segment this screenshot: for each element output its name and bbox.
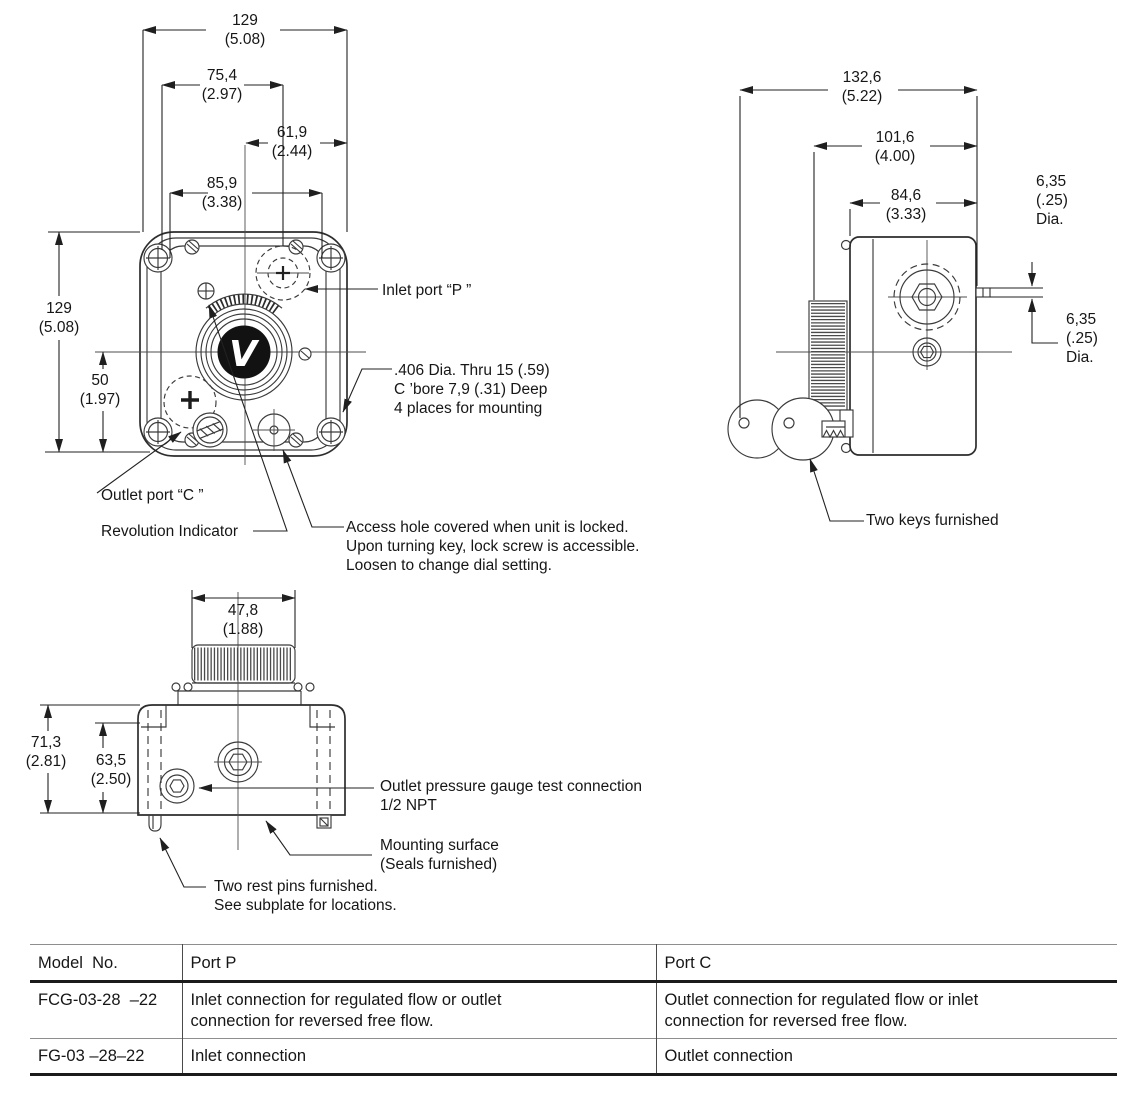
header-port-c: Port C — [664, 954, 712, 972]
port-p-cell: Inlet connection — [182, 1039, 656, 1075]
dim-pin-dia-lower: 6,35 (.25) Dia. — [1066, 311, 1098, 366]
dim-mounting-span: 85,9 (3.38) — [201, 175, 243, 211]
label-rest-pins: Two rest pins furnished. See subplate for locations. — [214, 878, 397, 914]
dim-overall-width: 129 (5.08) — [224, 12, 266, 48]
inlet-port-p — [256, 246, 310, 300]
table-row — [30, 1039, 1117, 1075]
bottom-leader-lines — [160, 788, 374, 887]
table-row — [30, 982, 1117, 1039]
side-body-outline — [850, 237, 976, 455]
port-p-cell: Inlet connection for regulated flow or outlet connection for reversed free flow. — [182, 982, 656, 1039]
front-view-drawing — [45, 30, 392, 531]
dim-pin-dia-upper: 6,35 (.25) Dia. — [1036, 173, 1068, 228]
dial-knurl-side — [809, 301, 847, 410]
header-port-p: Port P — [182, 945, 656, 982]
dim-center-to-bottom: 50 (1.97) — [79, 372, 121, 408]
dim-surface-height: 63,5 (2.50) — [90, 752, 132, 788]
access-hole — [253, 409, 295, 451]
dim-port-p-offset: 75,4 (2.97) — [201, 67, 243, 103]
label-mounting-surface: Mounting surface (Seals furnished) — [380, 837, 499, 873]
dim-side-body-width: 101,6 (4.00) — [874, 129, 916, 165]
label-inlet-port-p: Inlet port “P ” — [382, 282, 472, 299]
dim-overall-height: 129 (5.08) — [38, 300, 80, 336]
revolution-indicator-screw — [198, 283, 214, 299]
dim-bottom-overall-height: 71,3 (2.81) — [25, 734, 67, 770]
label-mounting-hole-note: .406 Dia. Thru 15 (.59) C ’bore 7,9 (.31) Deep 4 places for mounting — [394, 362, 550, 417]
model-no-cell: FCG-03-28 –22 — [30, 982, 182, 1039]
cover-screw — [299, 348, 311, 360]
port-c-cell: Outlet connection for regulated flow or inlet connection for reversed free flow. — [664, 991, 979, 1030]
knob-bottom-view — [192, 645, 295, 683]
vickers-logo-v: V — [229, 334, 257, 375]
label-access-hole-note: Access hole covered when unit is locked. Upon turning key, lock screw is accessible. Loosen to change dial setting. — [346, 519, 640, 574]
table-header-row — [30, 945, 1117, 982]
bottom-view-drawing — [40, 590, 374, 887]
rest-pins — [149, 815, 331, 831]
gauge-test-port — [160, 769, 194, 803]
dim-side-overall-width: 132,6 (5.22) — [841, 69, 883, 105]
label-outlet-port-c: Outlet port “C ” — [101, 487, 204, 504]
port-spec-table — [30, 944, 1117, 1076]
label-two-keys: Two keys furnished — [866, 512, 999, 529]
header-model-no: Model No. — [30, 945, 182, 982]
label-gauge-connection: Outlet pressure gauge test connection 1/2 NPT — [380, 778, 642, 814]
label-revolution-indicator: Revolution Indicator — [101, 523, 238, 540]
port-c-cell: Outlet connection — [664, 1047, 793, 1065]
dim-center-to-edge: 61,9 (2.44) — [271, 124, 313, 160]
hidden-bolt-holes — [148, 710, 330, 810]
key-lock-cylinder — [193, 413, 227, 447]
locating-pin — [976, 288, 1043, 297]
bottom-body-outline — [138, 705, 345, 815]
model-no-cell: FG-03 –28–22 — [30, 1039, 182, 1075]
two-keys-leader — [810, 459, 864, 521]
dim-knob-width: 47,8 (1.88) — [222, 602, 264, 638]
center-port — [214, 742, 262, 782]
dim-side-face-width: 84,6 (3.33) — [885, 187, 927, 223]
